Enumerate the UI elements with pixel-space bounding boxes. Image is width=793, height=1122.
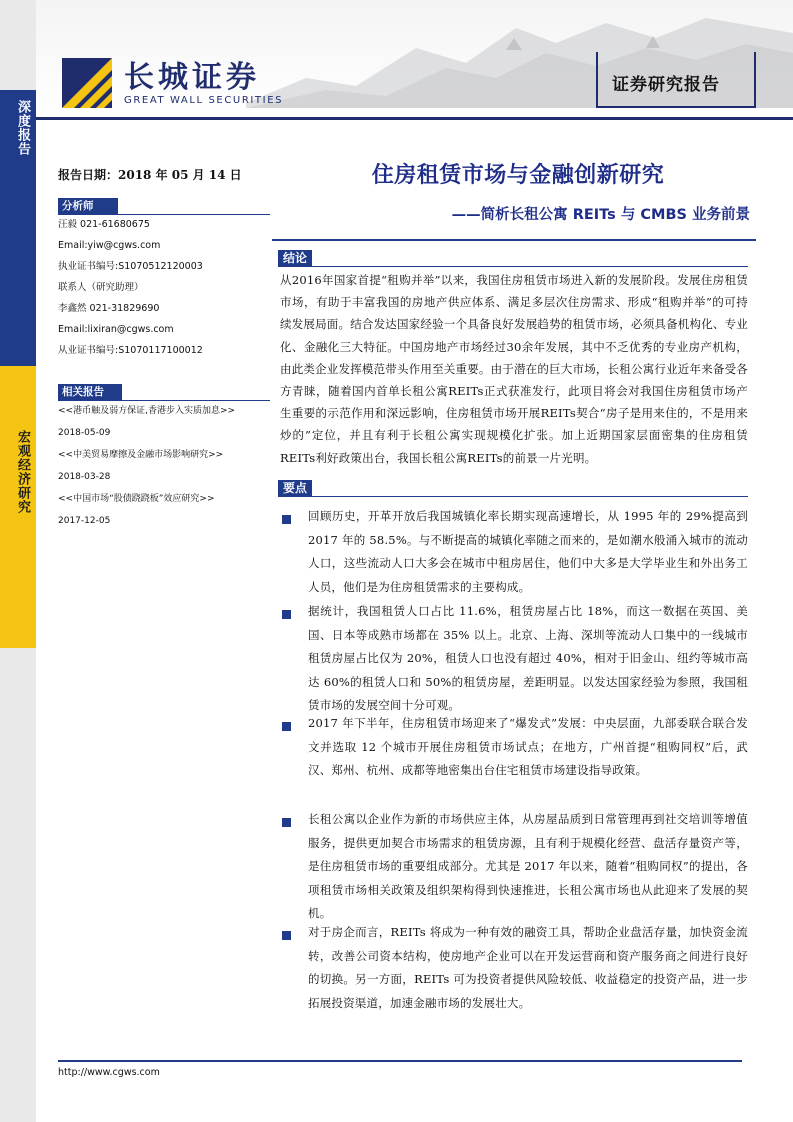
- analyst-section-header: [58, 198, 270, 215]
- related-report-title: <<中国市场“股债跷跷板”效应研究>>: [58, 494, 215, 504]
- key-points-heading: 要点: [278, 480, 312, 497]
- analyst-line: Email:lixiran@cgws.com: [58, 324, 174, 335]
- footer-divider: [58, 1060, 742, 1062]
- square-bullet-icon: [282, 931, 291, 940]
- research-field-label: 宏观经济研究: [15, 430, 30, 514]
- report-category-label: 深度报告: [15, 100, 30, 156]
- related-report-date: 2018-05-09: [58, 428, 111, 438]
- square-bullet-icon: [282, 610, 291, 619]
- analyst-line: 汪毅 021-61680675: [58, 219, 150, 230]
- analyst-line: 从业证书编号:S1070117100012: [58, 345, 203, 356]
- report-subtitle: ——简析长租公寓 REITs 与 CMBS 业务前景: [451, 207, 750, 223]
- analyst-line: Email:yiw@cgws.com: [58, 240, 161, 251]
- report-title: 住房租赁市场与金融创新研究: [371, 163, 665, 188]
- title-divider: [272, 239, 756, 241]
- key-point: 回顾历史，开革开放后我国城镇化率长期实现高速增长，从 1995 年的 29%提高到 2017 年的 58.5%。与不断提高的城镇化率随之而来的，是如潮水般涌入城市的流动人口，这些流动人口大多会在城市中租房居住，他们中大多是大学毕业生和外出务工人员，他们是为住房租赁需求的主要构成。: [308, 509, 748, 594]
- square-bullet-icon: [282, 818, 291, 827]
- key-point: 长租公寓以企业作为新的市场供应主体，从房屋品质到日常管理再到社交培训等增值服务，提供更加契合市场需求的租赁房源，且有利于规模化经营、盘活存量资产等，是住房租赁市场的重要组成部分。尤其是 2017 年以来，随着“租购同权”的提出，各项租赁市场相关政策及组织架构得到快速推进，长租公寓市场也从此迎来了发展的契机。: [308, 812, 748, 920]
- analyst-heading: 分析师: [58, 198, 118, 214]
- analyst-line: 联系人（研究助理）: [58, 282, 144, 293]
- brand-name-en: GREAT WALL SECURITIES: [124, 95, 284, 106]
- related-report-title: <<中美贸易摩擦及金融市场影响研究>>: [58, 450, 224, 460]
- related-report-date: 2017-12-05: [58, 516, 111, 526]
- key-point: 2017 年下半年，住房租赁市场迎来了“爆发式”发展：中央层面，九部委联合联合发文并选取 12 个城市开展住房租赁市场试点；在地方，广州首提“租购同权”后，武汉、郑州、杭州、成都等地密集出台住宅租赁市场建设指导政策。: [308, 716, 748, 777]
- analyst-line: 执业证书编号:S1070512120003: [58, 261, 203, 272]
- related-report-title: <<港币触及弱方保证,香港步入实质加息>>: [58, 406, 236, 416]
- report-type: 证券研究报告: [612, 75, 720, 95]
- header-divider: [36, 117, 793, 120]
- analyst-list: [58, 214, 270, 361]
- footer-website-link[interactable]: http://www.cgws.com: [58, 1067, 160, 1078]
- report-date: 报告日期：2018 年 05 月 14 日: [58, 168, 242, 182]
- great-wall-logo-icon: [62, 58, 112, 108]
- key-points-rule: [278, 496, 748, 497]
- conclusion-heading: 结论: [278, 250, 312, 267]
- related-report-date: 2018-03-28: [58, 472, 111, 482]
- conclusion-text: 从2016年国家首提“租购并举”以来，我国住房租赁市场进入新的发展阶段。发展住房租赁市场，有助于丰富我国的房地产供应体系、满足多层次住房需求、形成“租购并举”的可持续发展局面。结合发达国家经验一个具备良好发展趋势的租赁市场，必须具备机构化、专业化、金融化三大特征。中国房地产市场经过30余年发展，其中不乏优秀的专业房产机构，由此类企业发挥模范带头作用至关重要。由于潜在的巨大市场，长租公寓行业近年来备受各方青睐，随着国内首单长租公寓REITs正式获准发行，此项目将会对我国住房租赁市场产生重要的示范作用和深远影响，住房租赁市场开展REITs契合“房子是用来住的，不是用来炒的”定位，并且有利于长租公寓实现规模化扩张。加上近期国家层面密集的住房租赁REITs利好政策出台，我国长租公寓REITs的前景一片光明。: [280, 273, 748, 465]
- related-section-header: [58, 384, 270, 401]
- related-report-list: [58, 400, 270, 532]
- square-bullet-icon: [282, 515, 291, 524]
- conclusion-rule: [278, 266, 748, 267]
- square-bullet-icon: [282, 722, 291, 731]
- analyst-line: 李鑫然 021-31829690: [58, 303, 160, 314]
- brand-name-cn: 长城证券: [124, 60, 260, 95]
- related-heading: 相关报告: [58, 384, 122, 400]
- key-point: 据统计，我国租赁人口占比 11.6%，租赁房屋占比 18%，而这一数据在英国、美国、日本等成熟市场都在 35% 以上。北京、上海、深圳等流动人口集中的一线城市租赁房屋占比仅为 20%，租赁人口也没有超过 40%，相对于旧金山、纽约等城市高达 60%的租赁人口和 50%的租赁房屋，差距明显。以发达国家经验为参照，我国租赁市场的发展空间十分可观。: [308, 604, 748, 712]
- key-point: 对于房企而言，REITs 将成为一种有效的融资工具，帮助企业盘活存量，加快资金流转，改善公司资本结构，使房地产企业可以在开发运营商和资产服务商之间进行良好的切换。另一方面，REITs 可为投资者提供风险较低、收益稳定的投资产品，进一步拓展投资渠道，加速金融市场的发展壮大。: [308, 925, 748, 1010]
